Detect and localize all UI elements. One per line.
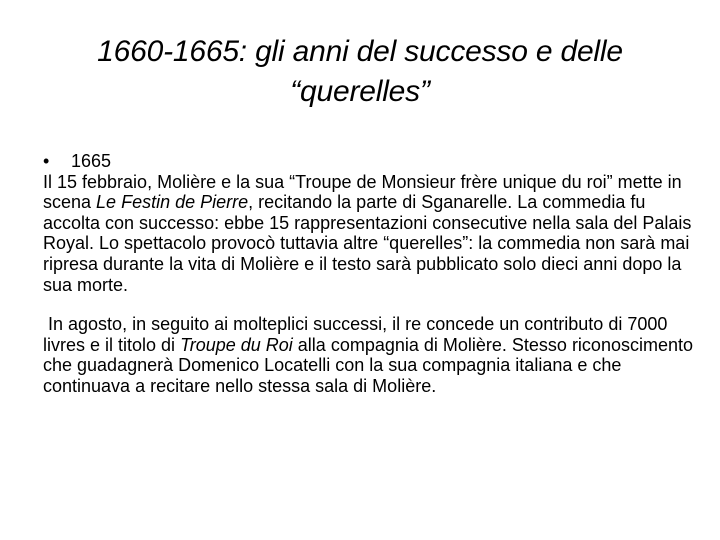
title-line-1: 1660-1665: gli anni del successo e delle — [97, 35, 623, 68]
title-line-2: “querelles” — [290, 75, 430, 108]
bullet-item — [43, 151, 693, 172]
paragraph-1-text-c: , recitando la parte di Sganarelle. La commedia fu accolta con successo: ebbe 15 rappresentazioni consecutive nella sala del Palais Royal. Lo spettacolo provocò tuttavia altre “querelles”: la commedia non sarà mai ripresa durante la vita di Molière e il testo sarà pubblicato solo dieci anni dopo la sua morte. — [43, 192, 692, 295]
play-title: Le Festin de Pierre — [96, 192, 249, 213]
slide-body — [43, 151, 693, 397]
slide-title — [40, 32, 680, 112]
bullet-year: 1665 — [71, 151, 112, 171]
paragraph-1 — [43, 172, 693, 296]
bullet-dot: • — [43, 151, 50, 171]
paragraph-2 — [43, 314, 693, 396]
paragraph-1-text-a: Il 15 febbraio, Molière e la sua “Troupe de Monsieur frère unique du roi” mette in scena — [43, 171, 682, 213]
troupe-title: Troupe du Roi — [180, 334, 293, 355]
paragraph-2-text-c: alla compagnia di Molière. Stesso riconoscimento che guadagnerà Domenico Locatelli con la sua compagnia italiana e che continuava a recitare nello stessa sala di Molière. — [43, 334, 693, 396]
paragraph-2-text-a: In agosto, in seguito ai molteplici successi, il re concede un contributo di 7000 livres e il titolo di — [43, 314, 673, 355]
